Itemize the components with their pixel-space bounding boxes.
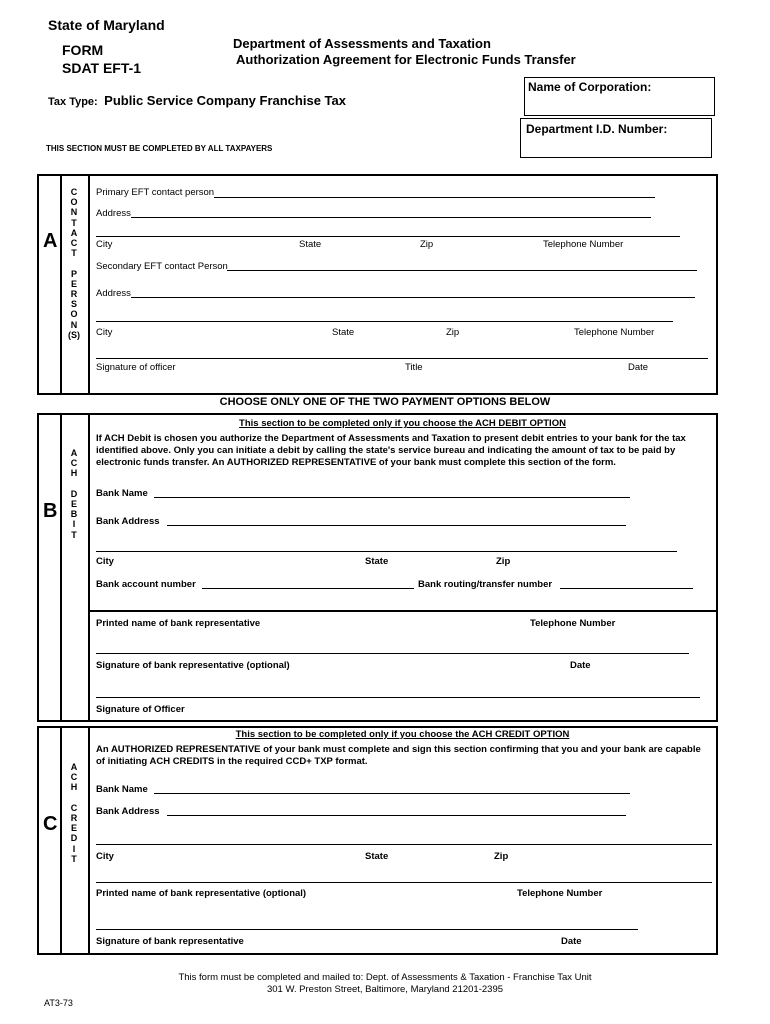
bank-account-field[interactable] xyxy=(202,588,414,589)
form-title: Authorization Agreement for Electronic Funds Transfer xyxy=(236,52,576,67)
divider xyxy=(88,726,90,955)
address-field[interactable] xyxy=(131,217,651,218)
ach-credit-paragraph: An AUTHORIZED REPRESENTATIVE of your bank must complete and sign this section confirming that you and your bank are capable of initiating ACH CREDITS in the required CCD+ TXP format. xyxy=(96,744,701,767)
officer-signature-field[interactable] xyxy=(96,358,708,359)
bank-address-label: Bank Address xyxy=(96,516,160,527)
printed-name-label: Printed name of bank representative xyxy=(96,618,261,629)
bank-name-field[interactable] xyxy=(154,497,630,498)
bank-address-line-2-field[interactable] xyxy=(96,844,712,845)
address-line-2-field-2[interactable] xyxy=(96,321,673,322)
date-label: Date xyxy=(561,936,582,947)
bank-address-field[interactable] xyxy=(167,815,626,816)
city-label-2: City xyxy=(96,327,113,338)
officer-signature-label: Signature of officer xyxy=(96,362,176,373)
ach-debit-heading: This section to be completed only if you choose the ACH DEBIT OPTION xyxy=(239,418,566,429)
address-field-2[interactable] xyxy=(131,297,695,298)
department-name: Department of Assessments and Taxation xyxy=(233,36,491,51)
divider xyxy=(89,610,716,612)
tax-type-label: Tax Type: xyxy=(48,96,98,108)
bank-address-label: Bank Address xyxy=(96,806,160,817)
bank-address-field[interactable] xyxy=(167,525,626,526)
state-label: State xyxy=(365,556,389,567)
zip-label: Zip xyxy=(494,851,509,862)
address-line-2-field[interactable] xyxy=(96,236,680,237)
corporation-name-field[interactable] xyxy=(524,77,715,116)
bank-rep-signature-field[interactable] xyxy=(96,697,700,698)
primary-contact-field[interactable] xyxy=(214,197,655,198)
bank-account-label: Bank account number xyxy=(96,579,196,590)
department-id-label: Department I.D. Number: xyxy=(526,122,668,136)
city-state-zip-field[interactable] xyxy=(96,882,712,883)
zip-label: Zip xyxy=(420,239,434,250)
date-label: Date xyxy=(628,362,649,373)
secondary-contact-label: Secondary EFT contact Person xyxy=(96,261,228,272)
section-b-letter: B xyxy=(43,500,58,522)
routing-number-label: Bank routing/transfer number xyxy=(418,579,553,590)
routing-number-field[interactable] xyxy=(560,588,693,589)
state-title: State of Maryland xyxy=(48,17,165,33)
zip-label: Zip xyxy=(496,556,511,567)
primary-contact-label: Primary EFT contact person xyxy=(96,187,215,198)
divider xyxy=(88,413,90,722)
choose-option-heading: CHOOSE ONLY ONE OF THE TWO PAYMENT OPTIONS BELOW xyxy=(219,396,551,408)
ach-debit-paragraph: If ACH Debit is chosen you authorize the Department of Assessments and Taxation to present debit entries to your bank for the tax identified above. Only you can initiate a debit by calling the state's service bureau and indicating the amount of tax to be paid by electronic funds transfer. An AUTHORIZED REPRESENTATIVE of your bank must complete this section of the form. xyxy=(96,433,686,468)
telephone-label: Telephone Number xyxy=(543,239,624,250)
printed-name-field[interactable] xyxy=(96,929,638,930)
zip-label-2: Zip xyxy=(446,327,460,338)
form-code: AT3-73 xyxy=(44,998,73,1008)
bank-address-line-2-field[interactable] xyxy=(96,551,677,552)
bank-name-field[interactable] xyxy=(154,793,630,794)
address-label: Address xyxy=(96,208,131,219)
form-number: SDAT EFT-1 xyxy=(62,60,142,76)
divider xyxy=(88,174,90,395)
date-label: Date xyxy=(570,660,591,671)
corporation-name-label: Name of Corporation: xyxy=(528,80,652,94)
mailing-address: 301 W. Preston Street, Baltimore, Maryland 21201-2395 xyxy=(266,984,504,995)
state-label-2: State xyxy=(332,327,355,338)
secondary-contact-field[interactable] xyxy=(227,270,697,271)
title-label: Title xyxy=(405,362,423,373)
address-label-2: Address xyxy=(96,288,131,299)
printed-name-label: Printed name of bank representative (optional) xyxy=(96,888,307,899)
form-label: FORM xyxy=(62,42,104,58)
telephone-label-2: Telephone Number xyxy=(574,327,655,338)
bank-name-label: Bank Name xyxy=(96,488,148,499)
officer-signature-label: Signature of Officer xyxy=(96,704,185,715)
ach-credit-heading: This section to be completed only if you choose the ACH CREDIT OPTION xyxy=(235,729,570,740)
bank-name-label: Bank Name xyxy=(96,784,148,795)
city-label: City xyxy=(96,239,113,250)
tax-type xyxy=(48,92,346,110)
contact-persons-vertical-label: C O N T A C T P E R S O N (S) xyxy=(68,187,80,340)
ach-debit-vertical-label: A C H D E B I T xyxy=(70,448,78,540)
all-taxpayers-note: THIS SECTION MUST BE COMPLETED BY ALL TAXPAYERS xyxy=(46,144,273,153)
printed-name-field[interactable] xyxy=(96,653,689,654)
telephone-label: Telephone Number xyxy=(530,618,616,629)
ach-credit-vertical-label: A C H C R E D I T xyxy=(70,762,78,864)
telephone-label: Telephone Number xyxy=(517,888,603,899)
bank-rep-signature-label: Signature of bank representative (optional) xyxy=(96,660,290,671)
state-label: State xyxy=(365,851,389,862)
section-a-letter: A xyxy=(43,230,58,252)
city-label: City xyxy=(96,851,114,862)
section-c-letter: C xyxy=(43,813,58,835)
state-label: State xyxy=(299,239,322,250)
mailing-instructions: This form must be completed and mailed to: Dept. of Assessments & Taxation - Franchise Tax Unit xyxy=(178,972,592,983)
tax-type-value: Public Service Company Franchise Tax xyxy=(104,93,346,108)
city-label: City xyxy=(96,556,114,567)
department-id-field[interactable] xyxy=(520,118,712,158)
bank-rep-signature-label: Signature of bank representative xyxy=(96,936,244,947)
